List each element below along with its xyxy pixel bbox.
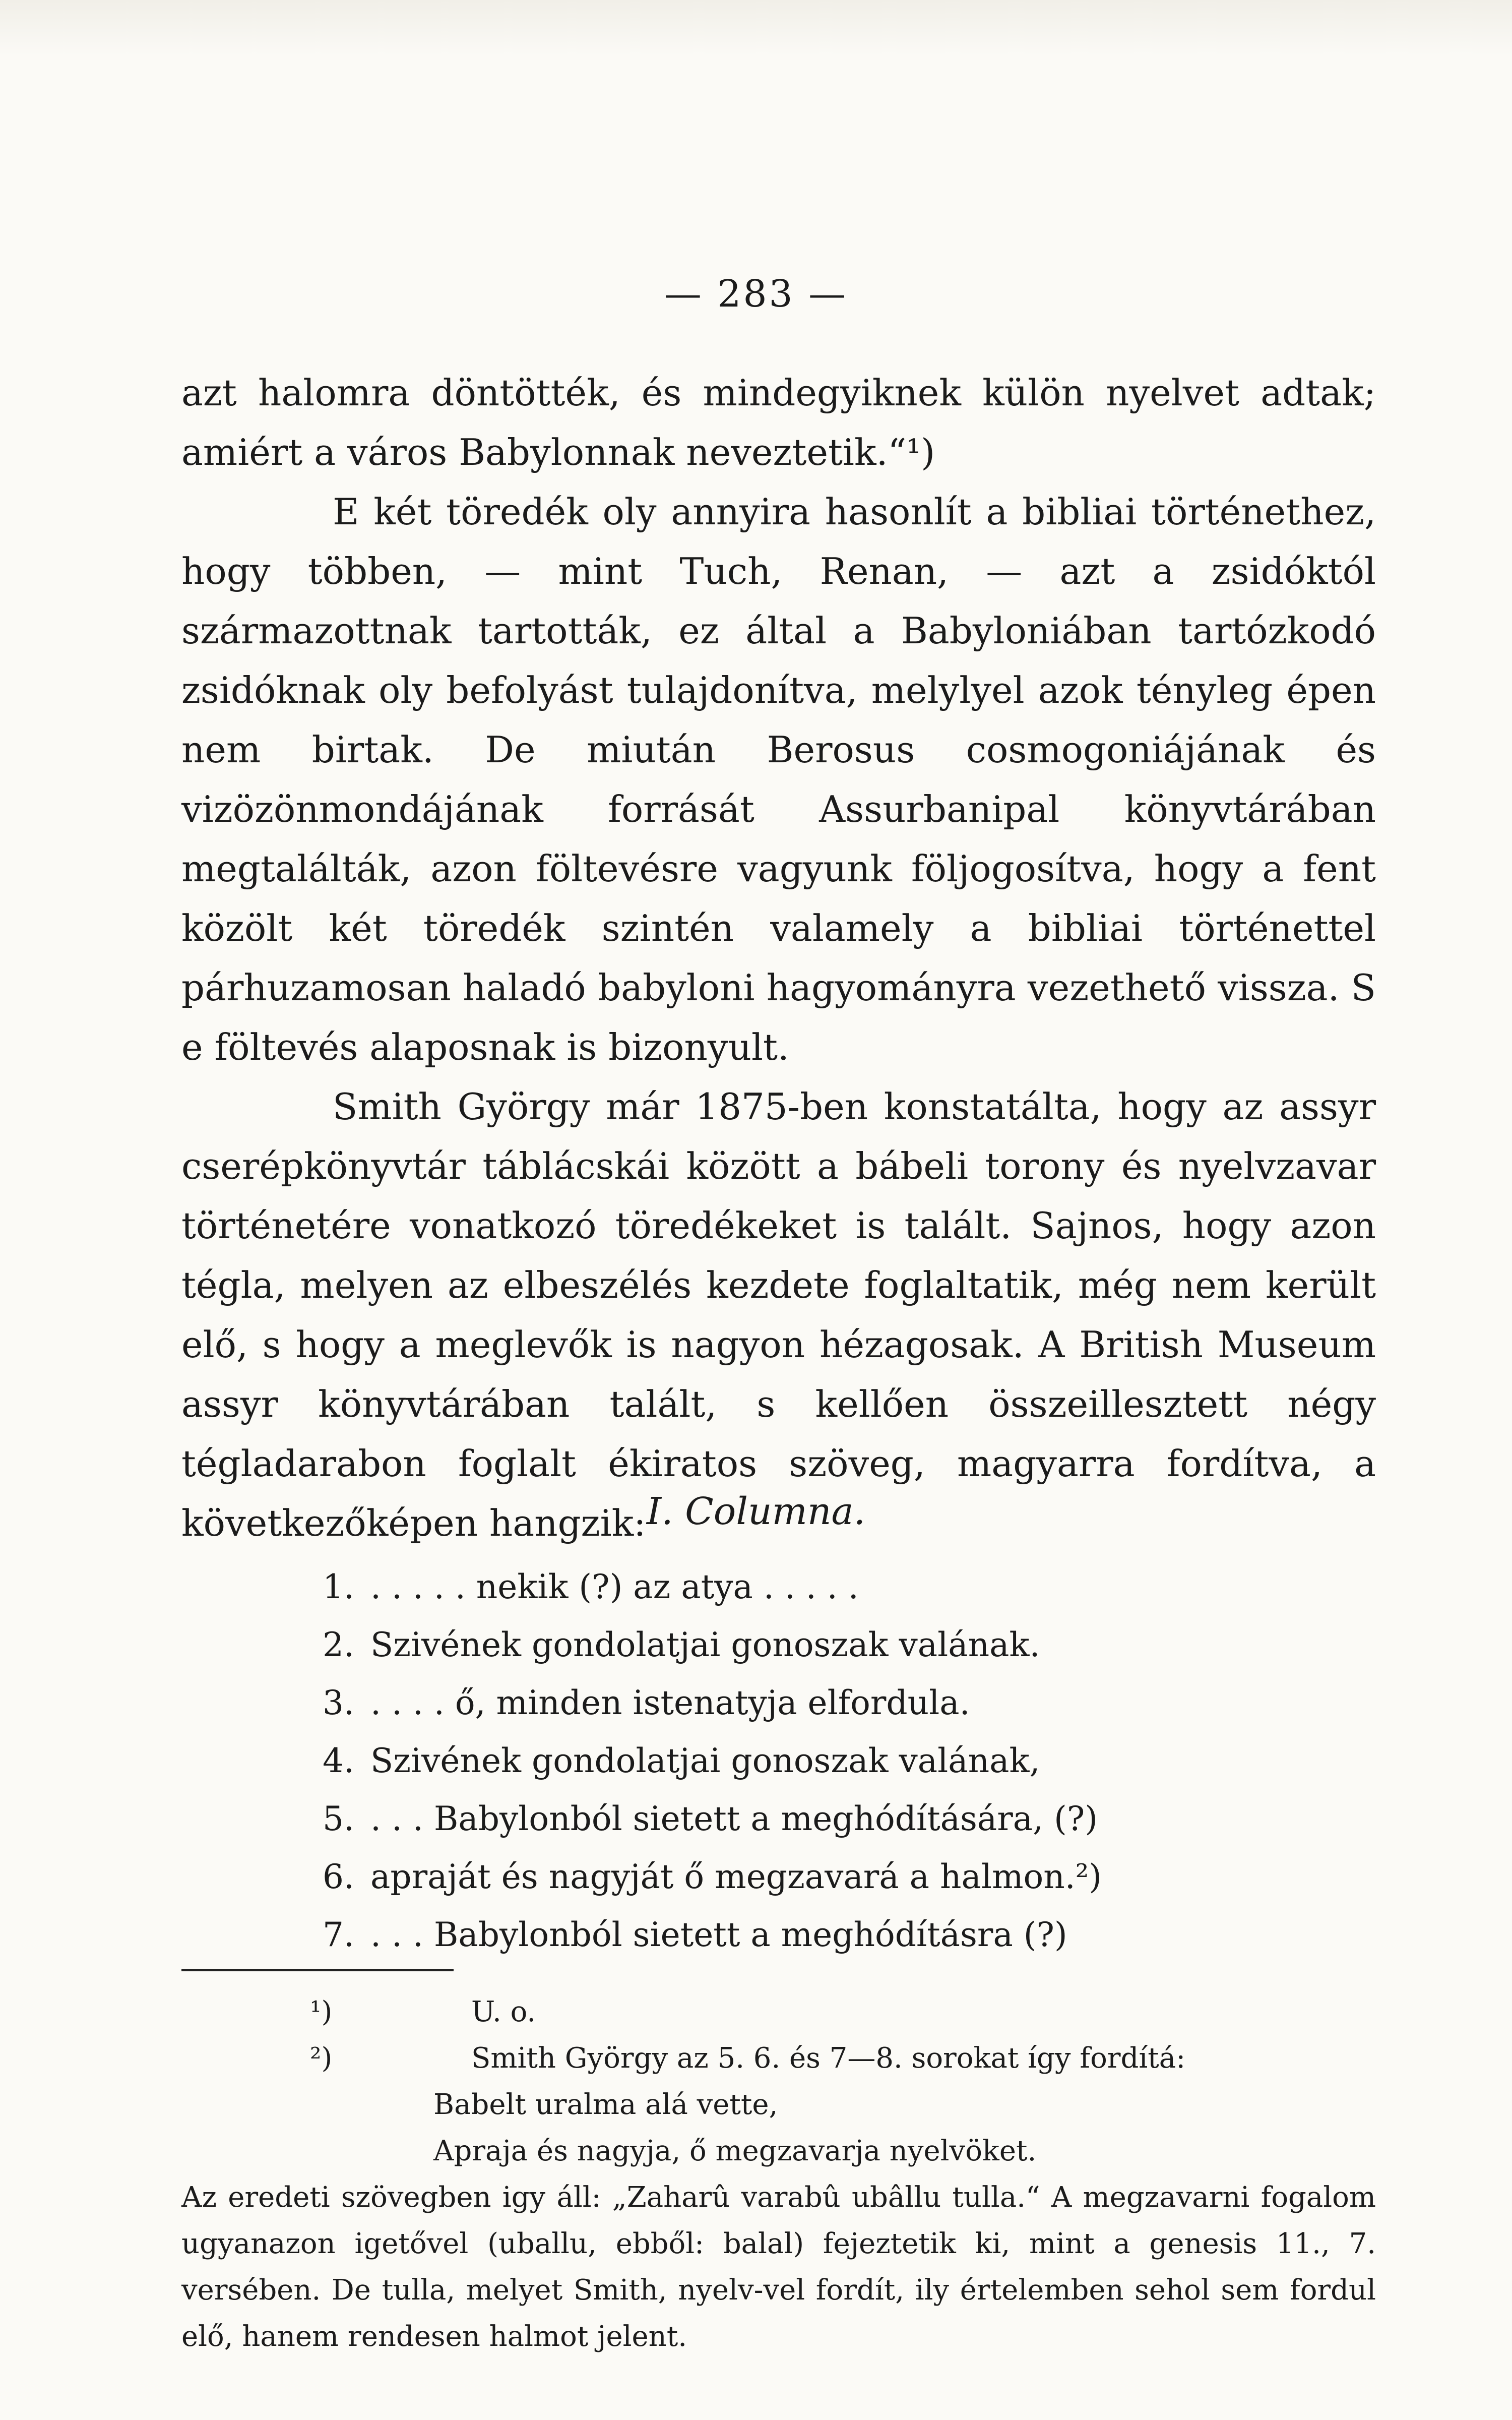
line-number: 3. [323,1683,354,1722]
footnote-verse-2: Apraja és nagyja, ő megzavarja nyelvöket. [433,2135,1037,2167]
column-line [323,1906,1280,1964]
line-text: Szivének gondolatjai gonoszak valának. [370,1625,1040,1664]
line-text: . . . Babylonból sietett a meghódításra (?) [370,1915,1067,1954]
line-number: 1. [323,1567,354,1606]
footnote-2-text: Smith György az 5. 6. és 7—8. sorokat így fordítá: [471,2042,1186,2075]
column-line [323,1674,1280,1732]
body-text [181,363,1376,1553]
column-line [323,1616,1280,1674]
column-line [323,1558,1280,1616]
line-number: 5. [323,1799,354,1838]
footnote-1-text: U. o. [471,1995,536,2028]
line-number: 4. [323,1741,354,1780]
footnote-verse-1: Babelt uralma alá vette, [433,2088,778,2121]
line-text: . . . Babylonból sietett a meghódítására, (?) [370,1799,1098,1838]
footnote-rule [181,1969,454,1971]
column-line [323,1732,1280,1790]
column-line [323,1848,1280,1906]
footnotes [181,1989,1376,2360]
page-number: — 283 — [664,272,848,316]
line-number: 7. [323,1915,354,1954]
line-number: 6. [323,1857,354,1896]
line-text: . . . . . nekik (?) az atya . . . . . [370,1567,859,1606]
line-number: 2. [323,1625,354,1664]
paragraph-2: E két töredék oly annyira hasonlít a bibliai történethez, hogy többen, — mint Tuch, Renan, — azt a zsidóktól származottnak tartották, ez által a Babyloniában tartózkodó zsidóknak oly befolyást tulajdonítva, melylyel azok tényleg épen nem birtak. De miután Berosus cosmogoniájának és vizözönmondájának forrását Assurbanipal könyvtárában megtalálták, azon föltevésre vagyunk följogosítva, hogy a fent közölt két töredék szintén valamely a bibliai történettel párhuzamosan haladó babyloni hagyományra vezethető vissza. S e föltevés alaposnak is bizonyult. [181,491,1376,1068]
paragraph-1: azt halomra döntötték, és mindegyiknek külön nyelvet adtak; amiért a város Babylonnak neveztetik.“¹) [181,372,1376,473]
column-lines [323,1558,1280,1964]
column-title: I. Columna. [646,1490,866,1533]
line-text: . . . . ő, minden istenatyja elfordula. [370,1683,970,1722]
footnote-2: ²) Smith György az 5. 6. és 7—8. sorokat így fordítá: [310,2042,1186,2075]
paragraph-3: Smith György már 1875-ben konstatálta, hogy az assyr cserépkönyvtár táblácskái között a bábeli torony és nyelvzavar történetére vonatkozó töredékeket is talált. Sajnos, hogy azon tégla, melyen az elbeszélés kezdete foglaltatik, még nem került elő, s hogy a meglevők is nagyon hézagosak. A British Museum assyr könyvtárában talált, s kellően összeillesztett négy tégladarabon foglalt ékiratos szöveg, magyarra fordítva, a következőképen hangzik: [181,1085,1376,1544]
line-text: Szivének gondolatjai gonoszak valának, [370,1741,1040,1780]
scan-top-edge [0,0,1512,55]
footnote-1: ¹) U. o. [310,1995,536,2028]
line-text: apraját és nagyját ő megzavará a halmon.²) [370,1857,1102,1896]
footnote-2-continuation: Az eredeti szövegben igy áll: „Zaharû varabû ubâllu tulla.“ A megzavarni fogalom ugyanazon igetővel (uballu, ebből: balal) fejeztetik ki, mint a genesis 11., 7. versében. De tulla, melyet Smith, nyelv-vel fordít, ily értelemben sehol sem fordul elő, hanem rendesen halmot jelent. [181,2181,1376,2353]
column-line [323,1790,1280,1848]
